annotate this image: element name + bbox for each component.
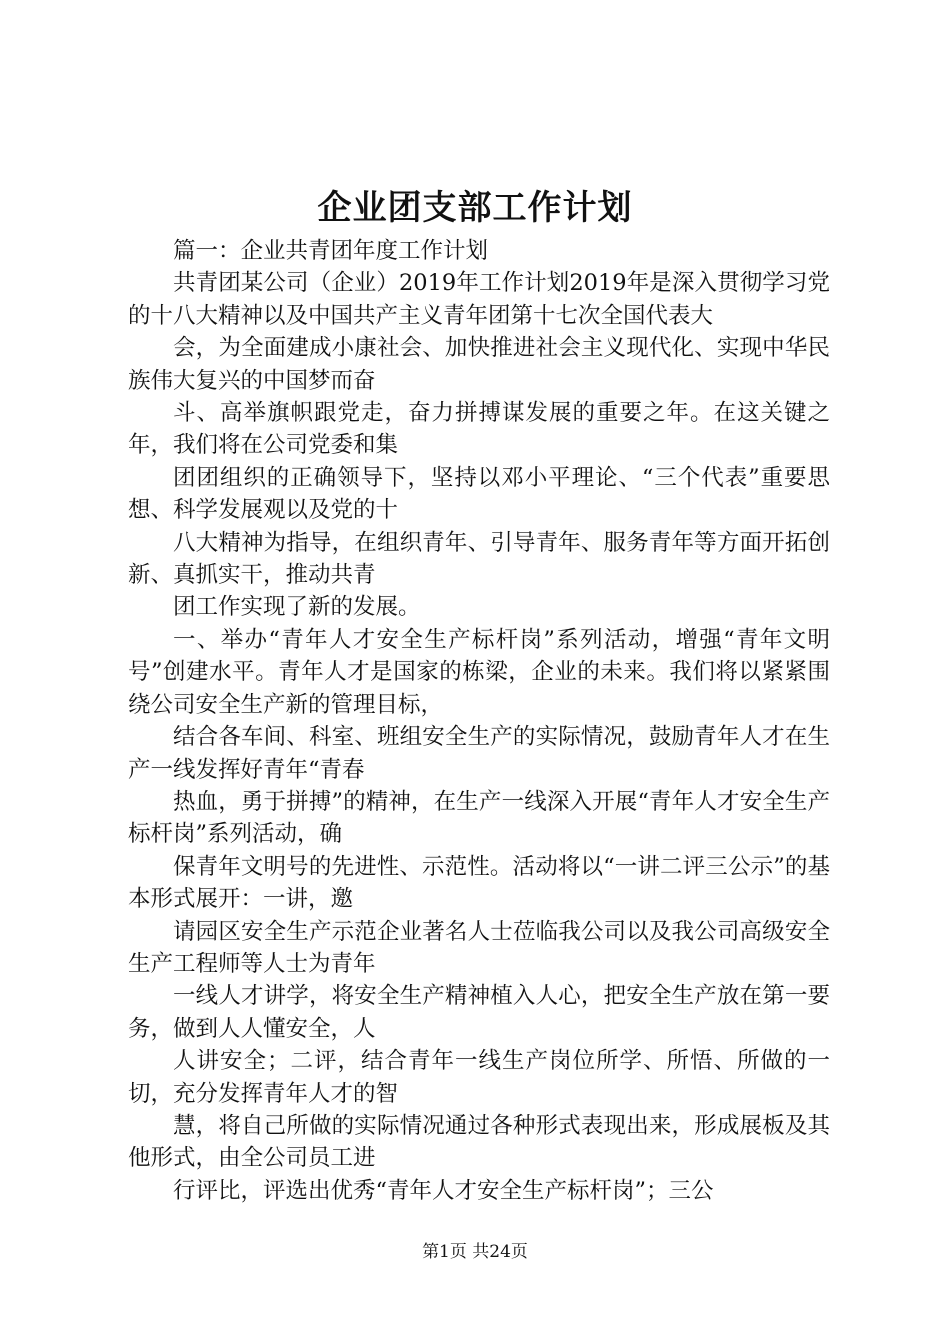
paragraph: 慧，将自己所做的实际情况通过各种形式表现出来，形成展板及其他形式，由全公司员工进 [128, 1112, 830, 1172]
paragraph: 八大精神为指导，在组织青年、引导青年、服务青年等方面开拓创新、真抓实干，推动共青 [128, 529, 830, 589]
paragraph: 行评比，评选出优秀“青年人才安全生产标杆岗”；三公 [173, 1177, 714, 1204]
paragraph: 会，为全面建成小康社会、加快推进社会主义现代化、实现中华民族伟大复兴的中国梦而奋 [128, 335, 830, 394]
page-footer: 第1页 共24页 [422, 1242, 528, 1262]
paragraph: 结合各车间、科室、班组安全生产的实际情况，鼓励青年人才在生产一线发挥好青年“青春 [128, 724, 830, 783]
paragraph: 团团组织的正确领导下，坚持以邓小平理论、“三个代表”重要思想、科学发展观以及党的十 [128, 464, 830, 524]
paragraph: 团工作实现了新的发展。 [173, 594, 421, 621]
paragraph: 共青团某公司（企业）2019年工作计划2019年是深入贯彻学习党的十八大精神以及中国共产主义青年团第十七次全国代表大 [128, 270, 830, 329]
paragraph: 一线人才讲学，将安全生产精神植入人心，把安全生产放在第一要务，做到人人懂安全，人 [128, 983, 830, 1042]
paragraph: 请园区安全生产示范企业著名人士莅临我公司以及我公司高级安全生产工程师等人士为青年 [128, 918, 830, 977]
paragraph: 一、举办“青年人才安全生产标杆岗”系列活动，增强“青年文明号”创建水平。青年人才是国家的栋梁，企业的未来。我们将以紧紧围绕公司安全生产新的管理目标， [128, 626, 830, 718]
document-body [128, 235, 830, 1207]
paragraph: 热血，勇于拼搏”的精神，在生产一线深入开展“青年人才安全生产标杆岗”系列活动，确 [128, 788, 830, 848]
paragraph: 篇一：企业共青团年度工作计划 [173, 238, 489, 264]
paragraph: 人讲安全；二评，结合青年一线生产岗位所学、所悟、所做的一切，充分发挥青年人才的智 [128, 1048, 830, 1107]
paragraph: 斗、高举旗帜跟党走，奋力拼搏谋发展的重要之年。在这关键之年，我们将在公司党委和集 [128, 400, 830, 459]
document-title: 企业团支部工作计划 [317, 188, 633, 228]
paragraph: 保青年文明号的先进性、示范性。活动将以“一讲二评三公示”的基本形式展开：一讲，邀 [128, 853, 830, 913]
